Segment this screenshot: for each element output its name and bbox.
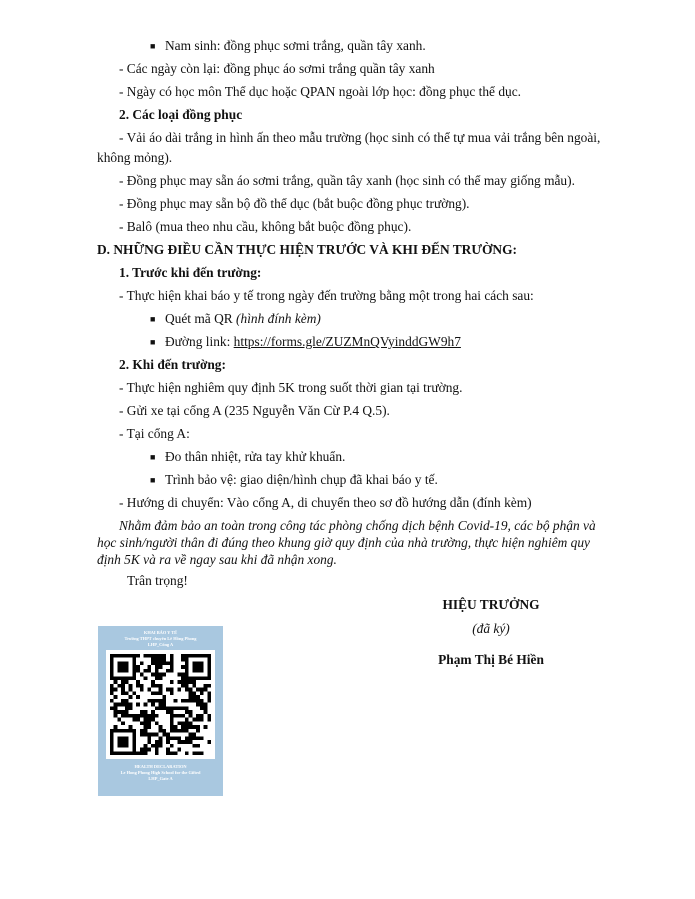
regards: Trân trọng!	[127, 573, 188, 588]
list-item	[165, 334, 461, 350]
paragraph-line: không mỏng).	[97, 150, 173, 165]
square-bullet-icon: ■	[150, 337, 156, 347]
qr-card-gate: LHP_Cổng A	[147, 642, 174, 647]
link-label: Đường link:	[165, 334, 234, 349]
list-item: - Ngày có học môn Thể dục hoặc QPAN ngoài lớp học: đồng phục thể dục.	[119, 84, 522, 99]
signature-title: HIỆU TRƯỞNG	[442, 597, 540, 612]
qr-note: (hình đính kèm)	[236, 311, 321, 326]
list-item: - Thực hiện khai báo y tế trong ngày đến trường bằng một trong hai cách sau:	[119, 288, 534, 303]
section-heading: D. NHỮNG ĐIỀU CẦN THỰC HIỆN TRƯỚC VÀ KHI ĐẾN TRƯỜNG:	[97, 242, 517, 257]
paragraph-line: - Vải áo dài trắng in hình ấn theo mẫu trường (học sinh có thể tự mua vải trắng bên ngoài,	[119, 130, 601, 145]
square-bullet-icon: ■	[150, 452, 156, 462]
closing-paragraph-line: định 5K và ra về ngay sau khi đã nhận xong.	[97, 552, 337, 567]
list-item: - Đồng phục may sẵn áo sơmi trắng, quần tây xanh (học sinh có thể may giống mẫu).	[119, 173, 575, 188]
square-bullet-icon: ■	[150, 41, 156, 51]
list-item: - Balô (mua theo nhu cầu, không bắt buộc đồng phục).	[119, 219, 412, 234]
closing-paragraph-line: Nhằm đảm bảo an toàn trong công tác phòng chống dịch bệnh Covid-19, các bộ phận và	[119, 518, 596, 533]
qr-card-gate-en: LHP_Gate A	[148, 776, 173, 781]
list-item: - Đồng phục may sẵn bộ đồ thể dục (bắt buộc đồng phục trường).	[119, 196, 470, 211]
qr-card-title: KHAI BÁO Y TẾ	[143, 630, 178, 635]
qr-instruction: Quét mã QR	[165, 311, 237, 326]
list-item: - Gửi xe tại cổng A (235 Nguyễn Văn Cừ P.4 Q.5).	[119, 403, 390, 418]
square-bullet-icon: ■	[150, 314, 156, 324]
subsection-heading: 2. Khi đến trường:	[119, 357, 226, 372]
list-item	[165, 311, 321, 327]
form-link[interactable]: https://forms.gle/ZUZMnQVyinddGW9h7	[233, 334, 461, 349]
list-item: - Thực hiện nghiêm quy định 5K trong suốt thời gian tại trường.	[119, 380, 463, 395]
list-item: Trình bảo vệ: giao diện/hình chụp đã khai báo y tế.	[165, 472, 438, 487]
list-item: - Các ngày còn lại: đồng phục áo sơmi trắng quần tây xanh	[119, 61, 435, 76]
signer-name: Phạm Thị Bé Hiền	[438, 652, 544, 667]
signature-status: (đã ký)	[472, 621, 510, 636]
closing-paragraph-line: học sinh/người thân đi đúng theo khung giờ quy định của nhà trường, thực hiện nghiêm quy	[97, 535, 590, 550]
qr-card-school-en: Le Hong Phong High School for the Gifted	[120, 770, 201, 775]
list-item: - Hướng di chuyển: Vào cổng A, di chuyển theo sơ đồ hướng dẫn (đính kèm)	[119, 495, 532, 510]
qr-code-card	[98, 626, 223, 796]
section-heading: 2. Các loại đồng phục	[119, 107, 243, 122]
subsection-heading: 1. Trước khi đến trường:	[119, 265, 262, 280]
list-item: Đo thân nhiệt, rửa tay khử khuẩn.	[165, 449, 346, 464]
qr-card-title-en: HEALTH DECLARATION	[134, 764, 187, 769]
square-bullet-icon: ■	[150, 475, 156, 485]
list-item: - Tại cổng A:	[119, 426, 190, 441]
qr-code-image	[106, 650, 215, 759]
qr-card-school: Trường THPT chuyên Lê Hồng Phong	[124, 636, 197, 641]
list-item: Nam sinh: đồng phục sơmi trắng, quần tây xanh.	[165, 38, 426, 53]
